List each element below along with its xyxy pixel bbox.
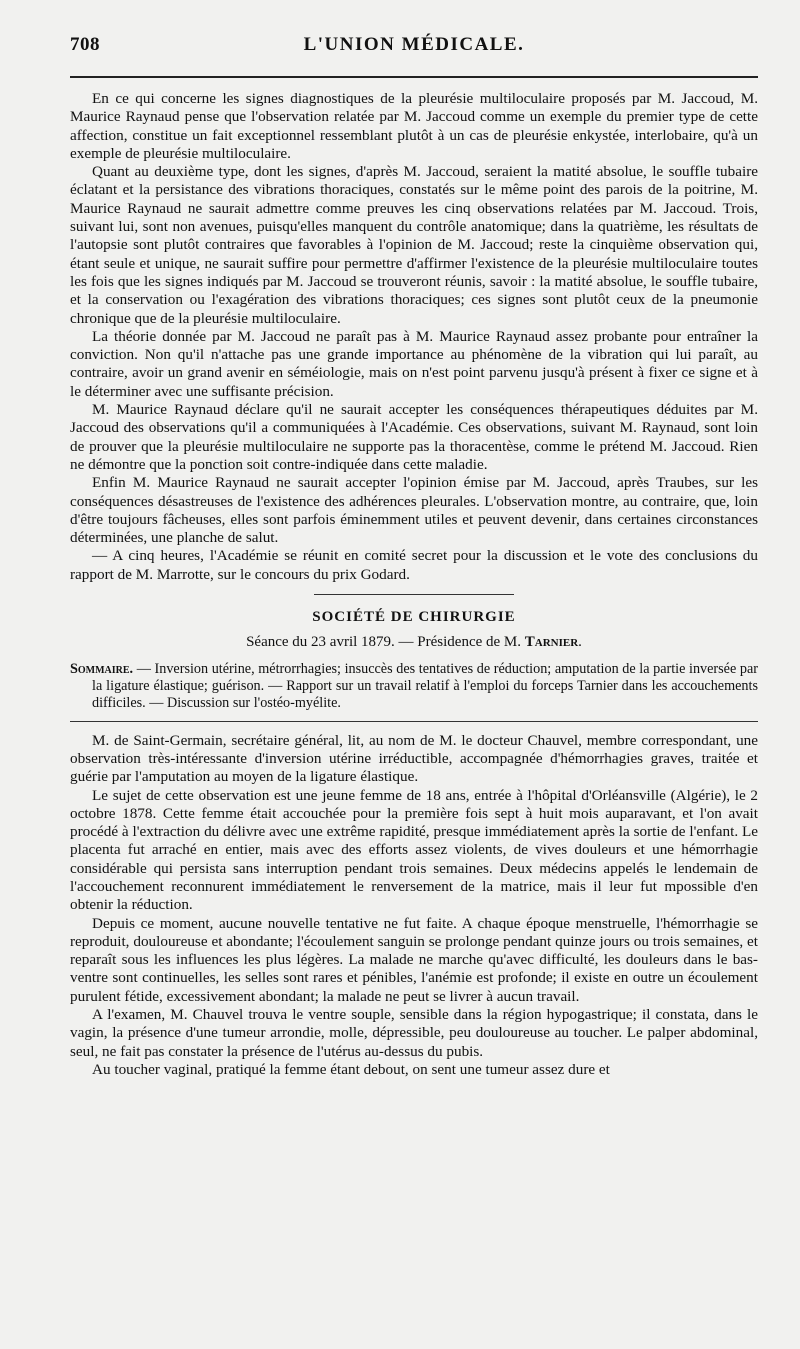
paragraph: Quant au deuxième type, dont les signes, d'après M. Jaccoud, seraient la matité absolue, le souffle tubaire éclatant et la persistance des vibrations thoraciques, constatés sur le même point des parois de la poitrine, M. Maurice Raynaud ne saurait admettre comme preuves les cinq observations relatées par M. Jaccoud. Trois, suivant lui, sont non avenues, puisqu'elles manquent du contrôle anatomique; dans la quatrième, les résultats de l'autopsie sont plutôt contraires que favorables à l'opinion de M. Jaccoud; reste la cinquième observation qui, étant seule et unique, ne saurait suffire pour permettre d'affirmer l'existence de la pleurésie multiloculaire toutes les fois que les signes indiqués par M. Jaccoud se trouveront réunis, savoir : la matité absolue, le souffle tubaire, et la conservation ou l'exagération des vibrations thoraciques; ces signes sont plutôt ceux de la pneumonie chronique que de la pleurésie multiloculaire. [70, 163, 758, 327]
paragraph: Au toucher vaginal, pratiqué la femme étant debout, on sent une tumeur assez dure et [92, 1060, 610, 1078]
paragraph: La théorie donnée par M. Jaccoud ne paraît pas à M. Maurice Raynaud assez probante pour entraîner la conviction. Non qu'il n'attache pas une grande importance au phénomène de la vibration qui lui paraît, au contraire, avoir un grand avenir en séméiologie, mais on n'est point parvenu jusqu'à présent à fixer ce signe et à le déterminer avec une suffisante précision. [70, 327, 758, 400]
surgery-society-section [70, 732, 758, 1080]
summary-label: Sommaire. [70, 661, 134, 678]
paragraph: Enfin M. Maurice Raynaud ne saurait accepter l'opinion émise par M. Jaccoud, après Traubes, sur les conséquences désastreuses de l'existence des adhérences pleurales. L'observation montre, au contraire, que, loin d'être toujours fâcheuses, elles sont parfois éminemment utiles et peuvent devenir, dans certaines circonstances déterminées, une planche de salut. [70, 474, 758, 547]
academy-report-section [70, 90, 758, 584]
section-divider [314, 594, 514, 595]
paragraph: A l'examen, M. Chauvel trouva le ventre souple, sensible dans la région hypogastrique; il constata, dans le vagin, la présence d'une tumeur arrondie, molle, dépressible, peu douloureuse au toucher. Le palper abdominal, seul, ne fait pas constater la présence de l'utérus au-dessus du pubis. [70, 1006, 758, 1060]
running-head [70, 30, 758, 60]
page-number: 708 [70, 34, 100, 55]
paragraph: — A cinq heures, l'Académie se réunit en comité secret pour la discussion et le vote des conclusions du rapport de M. Marrotte, sur le concours du prix Godard. [70, 547, 758, 583]
section-title: SOCIÉTÉ DE CHIRURGIE [312, 609, 516, 626]
summary-text: — Inversion utérine, métrorrhagies; insuccès des tentatives de réduction; amputation de la partie inversée par la ligature élastique; guérison. — Rapport sur un travail relatif à l'emploi du forceps Tarnier dans les accouchements difficiles. — Discussion sur l'ostéo-myélite. [92, 661, 758, 712]
session-president: Tarnier [524, 634, 579, 651]
paragraph: M. Maurice Raynaud déclare qu'il ne saurait accepter les conséquences thérapeutiques déduites par M. Jaccoud des observations qu'il a communiquées à l'Académie. Ces observations, suivant M. Raynaud, sont loin de prouver que la pleurésie multiloculaire ne supporte pas la thoracentèse, comme le prétend M. Jaccoud. Rien ne démontre que la ponction soit contre-indiquée dans cette maladie. [70, 401, 758, 473]
header-rule [70, 76, 758, 78]
session-line [70, 634, 758, 651]
session-suffix: . [578, 634, 582, 651]
journal-title: L'UNION MÉDICALE. [303, 34, 525, 55]
paragraph: M. de Saint-Germain, secrétaire général, lit, au nom de M. le docteur Chauvel, membre correspondant, une observation très-intéressante d'inversion utérine irréductible, accompagnée d'hémorrhagies graves, traitée et guérie par l'amputation au moyen de la ligature élastique. [70, 731, 758, 786]
paragraph: Le sujet de cette observation est une jeune femme de 18 ans, entrée à l'hôpital d'Orléansville (Algérie), le 2 octobre 1878. Cette femme était accouchée pour la première fois sept à huit mois auparavant, et l'on avait procédé à l'extraction du délivre avec une extrême rapidité, presque immédiatement après la sortie de l'enfant. Le placenta fut arraché en entier, mais avec des efforts assez violents, de vives douleurs et une hémorrhagie considérable qui persista sans interruption pendant trois semaines. Deux médecins appelés le lendemain de l'accouchement reconnurent immédiatement le renversement de la matrice, mais il leur fut mpossible d'en obtenir la réduction. [70, 786, 758, 914]
paragraph: Depuis ce moment, aucune nouvelle tentative ne fut faite. A chaque époque menstruelle, l'hémorrhagie se reproduit, douloureuse et abondante; l'écoulement sanguin se prolonge pendant quinze jours ou trois semaines, et reparaît sous les influences les plus légères. La malade ne marche qu'avec difficulté, les douleurs dans le bas-ventre sont continuelles, les selles sont rares et pénibles, l'anémie est profonde; il existe en outre un écoulement purulent fétide, excessivement abondant; la malade ne peut se livrer à aucun travail. [70, 914, 758, 1005]
summary-rule [70, 721, 758, 722]
session-prefix: Séance du 23 avril 1879. — Présidence de M. [246, 634, 525, 651]
paragraph: En ce qui concerne les signes diagnostiques de la pleurésie multiloculaire proposés par M. Jaccoud, M. Maurice Raynaud pense que l'observation relatée par M. Jaccoud comme un exemple du premier type de cette affection, constitue un fait exceptionnel ressemblant plutôt à un cas de pleurésie enkystée, interlobaire, qu'à un exemple de pleurésie multiloculaire. [70, 90, 758, 162]
summary [70, 661, 758, 713]
